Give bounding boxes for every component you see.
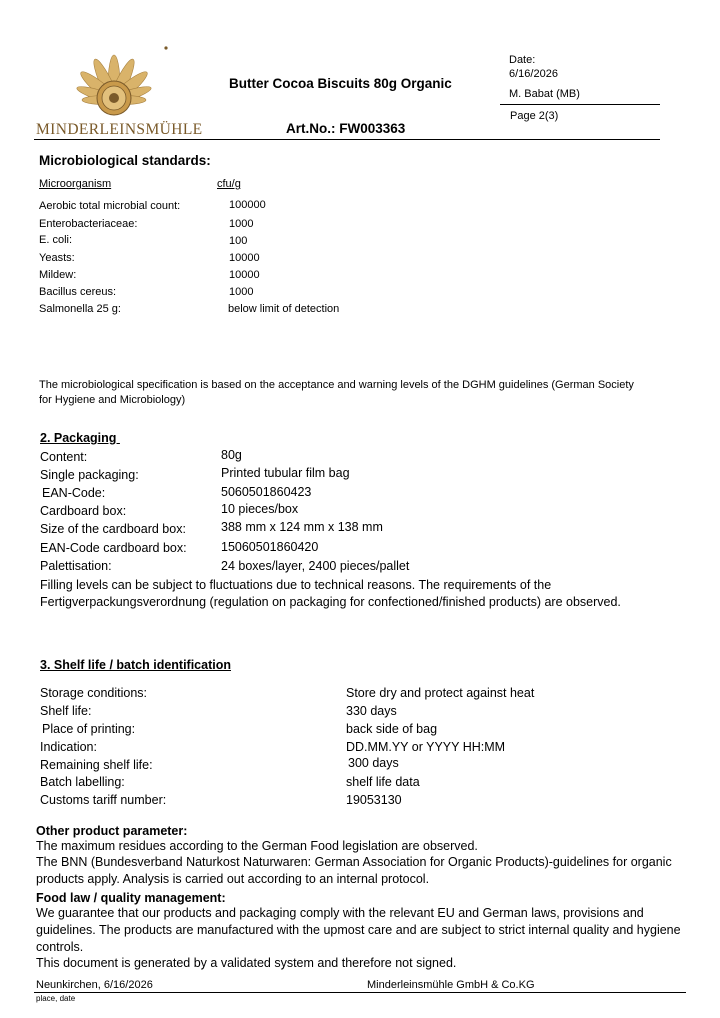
packaging-label: Content:: [40, 450, 88, 464]
packaging-value: 15060501860420: [221, 540, 319, 554]
other-paragraph: The BNN (Bundesverband Naturkost Naturwaren: German Association for Organic Products)-guidelines for organic products apply. Analysis is carried out according to an internal protocol.: [36, 855, 672, 886]
packaging-note: Filling levels can be subject to fluctuations due to technical reasons. The requirements of the Fertigverpackungsverordnung (regulation on packaging for confectioned/finished products) are observed.: [40, 578, 621, 609]
micro-row-name: Yeasts:: [39, 252, 75, 264]
micro-row-name: Mildew:: [39, 269, 77, 281]
micro-row-value: 100000: [229, 199, 266, 211]
footer-divider: [34, 992, 686, 993]
packaging-label: Palettisation:: [40, 559, 112, 573]
wheat-emblem: [75, 46, 167, 116]
footer-place-date: Neunkirchen, 6/16/2026: [36, 979, 153, 991]
author: M. Babat (MB): [509, 88, 580, 100]
shelf-label: Customs tariff number:: [40, 793, 167, 807]
shelf-value: shelf life data: [346, 775, 420, 789]
shelf-label: Batch labelling:: [40, 775, 125, 789]
other-paragraph: The maximum residues according to the German Food legislation are observed.: [36, 839, 478, 853]
micro-row-name: Bacillus cereus:: [39, 286, 117, 298]
micro-row-value: 100: [229, 235, 248, 247]
packaging-value: 80g: [221, 448, 242, 462]
packaging-value: 10 pieces/box: [221, 502, 299, 516]
packaging-value: Printed tubular film bag: [221, 466, 350, 480]
shelf-label: Shelf life:: [40, 704, 92, 718]
header-divider-short: [500, 104, 660, 105]
product-title: Butter Cocoa Biscuits 80g Organic: [229, 76, 452, 91]
article-number: Art.No.: FW003363: [286, 121, 406, 136]
micro-col-organism: Microorganism: [39, 178, 112, 190]
food-paragraph: We guarantee that our products and packaging comply with the relevant EU and German laws, provisions and guidelines. The products are manufactured with the upmost care and are subject to strict internal quality and hygiene controls.: [36, 906, 681, 954]
packaging-label: EAN-Code:: [42, 486, 106, 500]
shelf-label: Remaining shelf life:: [40, 758, 153, 772]
packaging-value: 5060501860423: [221, 485, 312, 499]
micro-row-name: Enterobacteriaceae:: [39, 218, 138, 230]
micro-row-name: E. coli:: [39, 234, 73, 246]
packaging-heading: 2. Packaging: [40, 431, 120, 445]
food-paragraph: This document is generated by a validated system and therefore not signed.: [36, 956, 457, 970]
shelf-value: back side of bag: [346, 722, 438, 736]
shelf-heading: 3. Shelf life / batch identification: [40, 658, 231, 672]
micro-row-name: Aerobic total microbial count:: [39, 200, 181, 212]
food-heading: Food law / quality management:: [36, 891, 226, 905]
packaging-label: Cardboard box:: [40, 504, 127, 518]
page-number: Page 2(3): [510, 110, 559, 122]
shelf-value: DD.MM.YY or YYYY HH:MM: [346, 740, 506, 754]
shelf-value: 19053130: [346, 793, 402, 807]
date-label: Date:: [509, 54, 536, 66]
micro-col-unit: cfu/g: [217, 178, 241, 190]
micro-heading: Microbiological standards:: [39, 153, 211, 168]
micro-row-value: 10000: [229, 269, 260, 281]
shelf-value: 330 days: [346, 704, 397, 718]
micro-row-value: below limit of detection: [228, 303, 340, 315]
packaging-value: 388 mm x 124 mm x 138 mm: [221, 520, 383, 534]
packaging-label: EAN-Code cardboard box:: [40, 541, 187, 555]
packaging-value: 24 boxes/layer, 2400 pieces/pallet: [221, 559, 410, 573]
packaging-label: Single packaging:: [40, 468, 139, 482]
packaging-label: Size of the cardboard box:: [40, 522, 186, 536]
shelf-label: Indication:: [40, 740, 97, 754]
micro-row-value: 1000: [229, 218, 254, 230]
date-value: 6/16/2026: [509, 68, 558, 80]
footer-caption: place, date: [36, 994, 76, 1003]
shelf-value: 300 days: [348, 756, 399, 770]
micro-row-value: 1000: [229, 286, 254, 298]
footer-company: Minderleinsmühle GmbH & Co.KG: [367, 979, 535, 991]
micro-note: The microbiological specification is based on the acceptance and warning levels of the DGHM guidelines (German Society for Hygiene and Microbiology): [39, 379, 634, 406]
shelf-label: Storage conditions:: [40, 686, 148, 700]
logo-wordmark: MINDERLEINSMÜHLE: [36, 121, 203, 138]
shelf-label: Place of printing:: [42, 722, 136, 736]
header-divider: [34, 139, 660, 140]
micro-row-value: 10000: [229, 252, 260, 264]
other-heading: Other product parameter:: [36, 824, 188, 838]
micro-row-name: Salmonella 25 g:: [39, 303, 121, 315]
shelf-value: Store dry and protect against heat: [346, 686, 535, 700]
